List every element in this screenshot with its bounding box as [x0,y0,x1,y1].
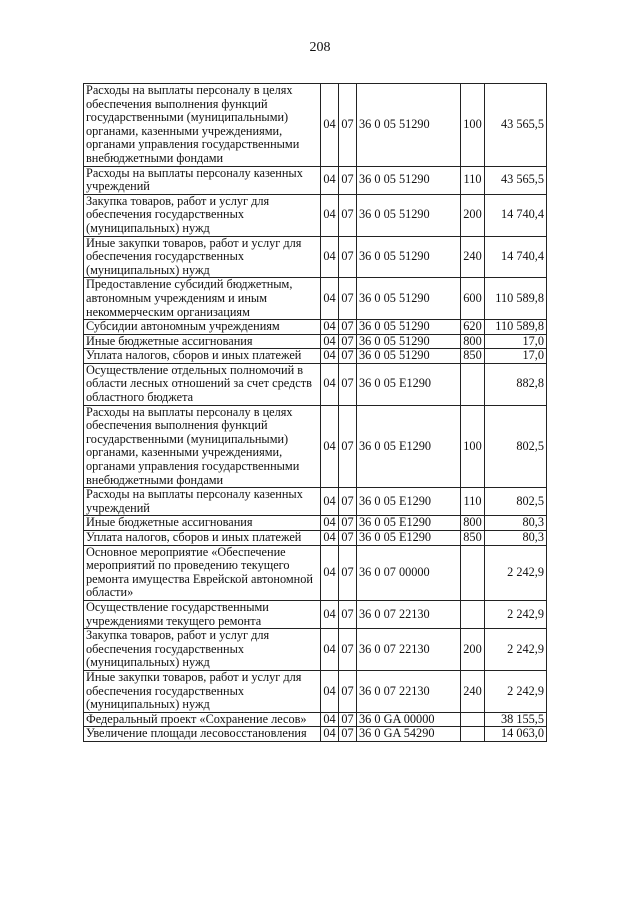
row-subsection: 07 [339,320,357,335]
row-amount: 2 242,9 [485,545,547,600]
row-amount: 43 565,5 [485,84,547,167]
table-row [84,236,547,278]
row-name: Иные бюджетные ассигнования [84,334,321,349]
row-section: 04 [321,712,339,727]
row-amount: 2 242,9 [485,670,547,712]
table-row [84,629,547,671]
row-name: Иные закупки товаров, работ и услуг для обеспечения государственных (муниципальных) нужд [84,236,321,278]
row-expense-type: 850 [461,531,485,546]
row-subsection: 07 [339,334,357,349]
table-row [84,278,547,320]
row-subsection: 07 [339,405,357,488]
table-row [84,670,547,712]
row-amount: 882,8 [485,363,547,405]
row-section: 04 [321,194,339,236]
row-subsection: 07 [339,727,357,742]
row-expense-type [461,600,485,628]
row-expense-type: 110 [461,166,485,194]
table-row [84,166,547,194]
row-target-article: 36 0 05 51290 [357,278,461,320]
table-row [84,349,547,364]
row-section: 04 [321,334,339,349]
row-target-article: 36 0 05 51290 [357,166,461,194]
table-row [84,516,547,531]
row-expense-type: 100 [461,84,485,167]
row-target-article: 36 0 07 22130 [357,600,461,628]
row-expense-type: 850 [461,349,485,364]
row-expense-type: 800 [461,334,485,349]
row-name: Иные закупки товаров, работ и услуг для обеспечения государственных (муниципальных) нужд [84,670,321,712]
row-name: Федеральный проект «Сохранение лесов» [84,712,321,727]
row-subsection: 07 [339,600,357,628]
row-section: 04 [321,349,339,364]
row-subsection: 07 [339,363,357,405]
budget-table-body [84,84,547,742]
row-expense-type [461,545,485,600]
row-subsection: 07 [339,629,357,671]
row-target-article: 36 0 05 51290 [357,194,461,236]
row-amount: 2 242,9 [485,600,547,628]
row-subsection: 07 [339,516,357,531]
row-name: Расходы на выплаты персоналу в целях обеспечения выполнения функций государственными (муниципальными) органами, казенными учреждениями, органами управления государственными внебюджетными фондами [84,405,321,488]
row-subsection: 07 [339,84,357,167]
table-row [84,194,547,236]
row-subsection: 07 [339,545,357,600]
row-amount: 14 740,4 [485,236,547,278]
row-expense-type: 600 [461,278,485,320]
budget-table [83,83,547,742]
row-target-article: 36 0 05 E1290 [357,531,461,546]
row-section: 04 [321,670,339,712]
row-amount: 80,3 [485,516,547,531]
row-expense-type: 200 [461,629,485,671]
row-subsection: 07 [339,166,357,194]
row-section: 04 [321,488,339,516]
row-name: Закупка товаров, работ и услуг для обеспечения государственных (муниципальных) нужд [84,629,321,671]
row-target-article: 36 0 05 51290 [357,349,461,364]
row-section: 04 [321,727,339,742]
row-expense-type: 240 [461,236,485,278]
table-row [84,334,547,349]
row-amount: 802,5 [485,405,547,488]
row-section: 04 [321,516,339,531]
row-name: Уплата налогов, сборов и иных платежей [84,349,321,364]
row-section: 04 [321,629,339,671]
row-subsection: 07 [339,278,357,320]
row-subsection: 07 [339,712,357,727]
row-expense-type: 110 [461,488,485,516]
row-target-article: 36 0 07 22130 [357,670,461,712]
table-row [84,320,547,335]
row-subsection: 07 [339,236,357,278]
row-subsection: 07 [339,488,357,516]
row-amount: 80,3 [485,531,547,546]
table-row [84,363,547,405]
row-target-article: 36 0 07 22130 [357,629,461,671]
row-name: Осуществление отдельных полномочий в области лесных отношений за счет средств областного бюджета [84,363,321,405]
row-amount: 17,0 [485,334,547,349]
row-target-article: 36 0 05 51290 [357,320,461,335]
row-expense-type [461,727,485,742]
row-target-article: 36 0 05 E1290 [357,516,461,531]
row-section: 04 [321,531,339,546]
row-subsection: 07 [339,349,357,364]
row-section: 04 [321,545,339,600]
row-section: 04 [321,278,339,320]
row-name: Основное мероприятие «Обеспечение мероприятий по проведению текущего ремонта имущества Еврейской автономной области» [84,545,321,600]
row-expense-type: 240 [461,670,485,712]
row-target-article: 36 0 05 51290 [357,236,461,278]
row-expense-type: 200 [461,194,485,236]
row-expense-type: 800 [461,516,485,531]
row-target-article: 36 0 GA 54290 [357,727,461,742]
row-name: Субсидии автономным учреждениям [84,320,321,335]
table-row [84,405,547,488]
row-expense-type: 100 [461,405,485,488]
table-row [84,727,547,742]
page-number: 208 [309,40,331,55]
table-row [84,600,547,628]
row-amount: 110 589,8 [485,320,547,335]
row-name: Предоставление субсидий бюджетным, автономным учреждениям и иным некоммерческим организациям [84,278,321,320]
row-section: 04 [321,600,339,628]
row-amount: 43 565,5 [485,166,547,194]
row-subsection: 07 [339,670,357,712]
row-amount: 38 155,5 [485,712,547,727]
table-row [84,712,547,727]
table-row [84,545,547,600]
row-name: Расходы на выплаты персоналу казенных учреждений [84,166,321,194]
row-name: Закупка товаров, работ и услуг для обеспечения государственных (муниципальных) нужд [84,194,321,236]
row-amount: 110 589,8 [485,278,547,320]
row-section: 04 [321,166,339,194]
row-amount: 14 740,4 [485,194,547,236]
row-amount: 2 242,9 [485,629,547,671]
row-target-article: 36 0 05 51290 [357,334,461,349]
row-target-article: 36 0 05 51290 [357,84,461,167]
row-expense-type: 620 [461,320,485,335]
table-row [84,488,547,516]
row-section: 04 [321,363,339,405]
row-target-article: 36 0 07 00000 [357,545,461,600]
row-name: Расходы на выплаты персоналу казенных учреждений [84,488,321,516]
row-name: Осуществление государственными учреждениями текущего ремонта [84,600,321,628]
row-target-article: 36 0 05 E1290 [357,363,461,405]
row-section: 04 [321,320,339,335]
row-section: 04 [321,84,339,167]
row-section: 04 [321,236,339,278]
row-name: Увеличение площади лесовосстановления [84,727,321,742]
row-target-article: 36 0 05 E1290 [357,488,461,516]
row-amount: 14 063,0 [485,727,547,742]
row-target-article: 36 0 05 E1290 [357,405,461,488]
row-amount: 17,0 [485,349,547,364]
row-subsection: 07 [339,531,357,546]
row-name: Уплата налогов, сборов и иных платежей [84,531,321,546]
row-name: Расходы на выплаты персоналу в целях обеспечения выполнения функций государственными (муниципальными) органами, казенными учреждениями, органами управления государственными внебюджетными фондами [84,84,321,167]
row-section: 04 [321,405,339,488]
row-target-article: 36 0 GA 00000 [357,712,461,727]
row-subsection: 07 [339,194,357,236]
row-expense-type [461,712,485,727]
table-row [84,84,547,167]
row-name: Иные бюджетные ассигнования [84,516,321,531]
row-expense-type [461,363,485,405]
table-row [84,531,547,546]
row-amount: 802,5 [485,488,547,516]
